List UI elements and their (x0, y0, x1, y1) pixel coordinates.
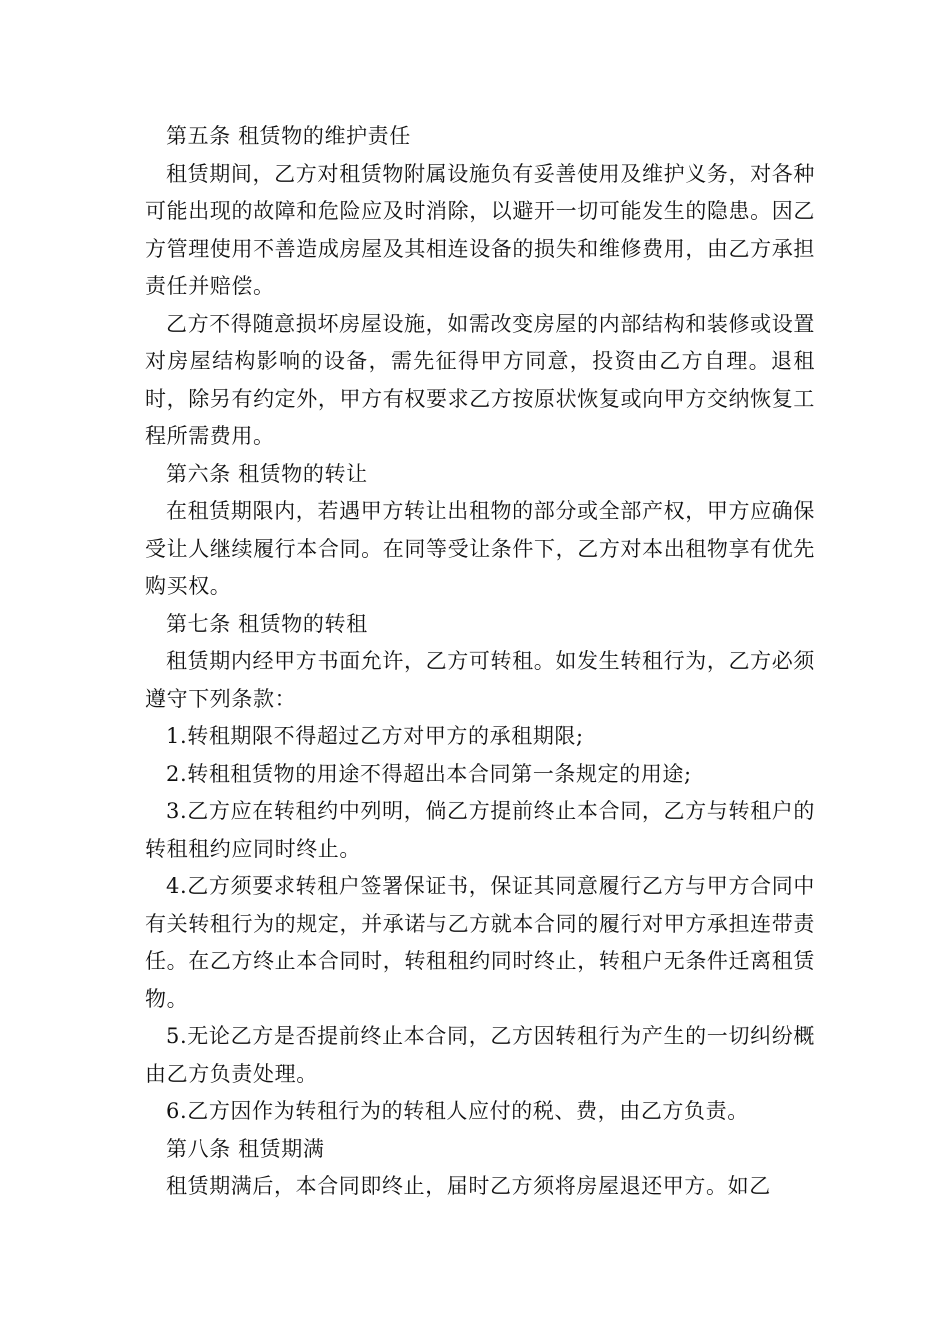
section-heading-7: 第七条 租赁物的转租 (166, 611, 368, 636)
section-heading-6: 第六条 租赁物的转让 (166, 461, 368, 486)
list-item: 1.转租期限不得超过乙方对甲方的承租期限; (166, 724, 584, 748)
paragraph: 租赁期间，乙方对租赁物附属设施负有妥善使用及维护义务，对各种可能出现的故障和危险应及时消除，以避开一切可能发生的隐患。因乙方管理使用不善造成房屋及其相连设备的损失和维修费用，由乙方承担责任并赔偿。 (145, 161, 815, 298)
section-heading-8: 第八条 租赁期满 (166, 1136, 325, 1161)
paragraph: 租赁期满后，本合同即终止，届时乙方须将房屋退还甲方。如乙 (166, 1174, 771, 1198)
list-item: 6.乙方因作为转租行为的转租人应付的税、费，由乙方负责。 (166, 1099, 749, 1123)
document-body (145, 118, 815, 1206)
paragraph: 在租赁期限内，若遇甲方转让出租物的部分或全部产权，甲方应确保受让人继续履行本合同。在同等受让条件下，乙方对本出租物享有优先购买权。 (145, 499, 815, 598)
list-item: 5.无论乙方是否提前终止本合同，乙方因转租行为产生的一切纠纷概由乙方负责处理。 (145, 1024, 815, 1086)
paragraph: 乙方不得随意损坏房屋设施，如需改变房屋的内部结构和装修或设置对房屋结构影响的设备，需先征得甲方同意，投资由乙方自理。退租时，除另有约定外，甲方有权要求乙方按原状恢复或向甲方交纳恢复工程所需费用。 (145, 311, 815, 448)
section-heading-5: 第五条 租赁物的维护责任 (166, 124, 411, 148)
list-item: 2.转租租赁物的用途不得超出本合同第一条规定的用途; (166, 761, 692, 786)
paragraph: 租赁期内经甲方书面允许，乙方可转租。如发生转租行为，乙方必须遵守下列条款： (145, 649, 815, 711)
list-item: 3.乙方应在转租约中列明，倘乙方提前终止本合同，乙方与转租户的转租租约应同时终止。 (145, 799, 815, 861)
list-item: 4.乙方须要求转租户签署保证书，保证其同意履行乙方与甲方合同中有关转租行为的规定，并承诺与乙方就本合同的履行对甲方承担连带责任。在乙方终止本合同时，转租租约同时终止，转租户无条件迁离租赁物。 (145, 874, 815, 1011)
